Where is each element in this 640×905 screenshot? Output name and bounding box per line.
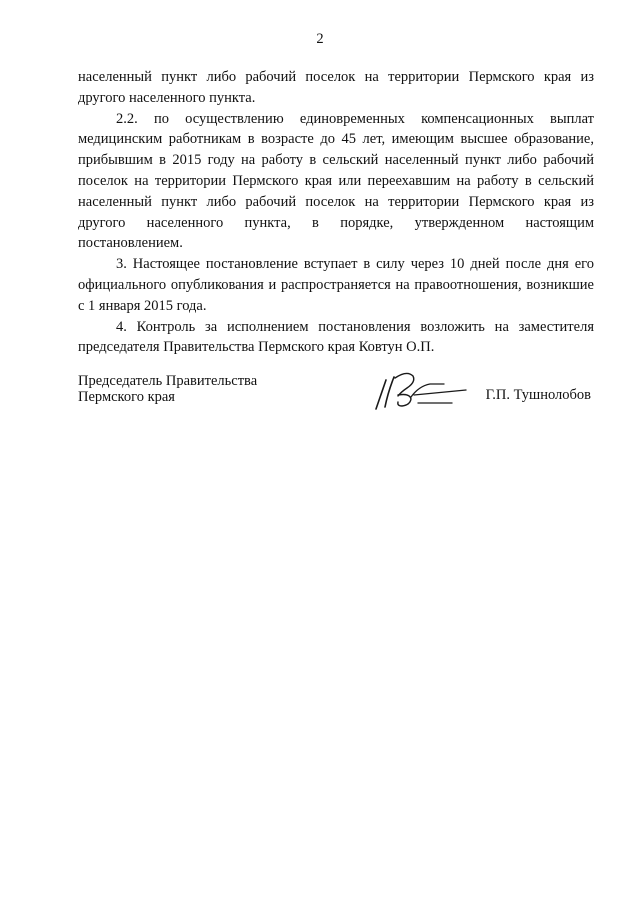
signatory-title-line-2: Пермского края xyxy=(78,389,175,405)
document-body xyxy=(78,67,594,358)
paragraph-2-2: 2.2. по осуществлению единовременных компенсационных выплат медицинским работникам в возрасте до 45 лет, имеющим высшее образование, прибывшим в 2015 году на работу в сельский населенный пункт либо рабочий поселок на территории Пермского края или переехавшим на работу в сельский населенный пункт либо рабочий поселок на территории Пермского края из другого населенного пункта, в порядке, утвержденном настоящим постановлением. xyxy=(78,110,594,252)
handwritten-signature xyxy=(374,366,474,412)
page-number: 2 xyxy=(316,31,324,47)
signer-name: Г.П. Тушнолобов xyxy=(485,387,591,403)
paragraph-4: 4. Контроль за исполнением постановления возложить на заместителя председателя Правительства Пермского края Ковтун О.П. xyxy=(78,318,594,356)
signatory-title-line-1: Председатель Правительства xyxy=(78,373,258,389)
paragraph-3: 3. Настоящее постановление вступает в силу через 10 дней после дня его официального опубликования и распространяется на правоотношения, возникшие с 1 января 2015 года. xyxy=(78,256,594,314)
paragraph-continuation: населенный пункт либо рабочий поселок на территории Пермского края из другого населенного пункта. xyxy=(78,69,594,106)
signatory-title xyxy=(78,373,257,405)
